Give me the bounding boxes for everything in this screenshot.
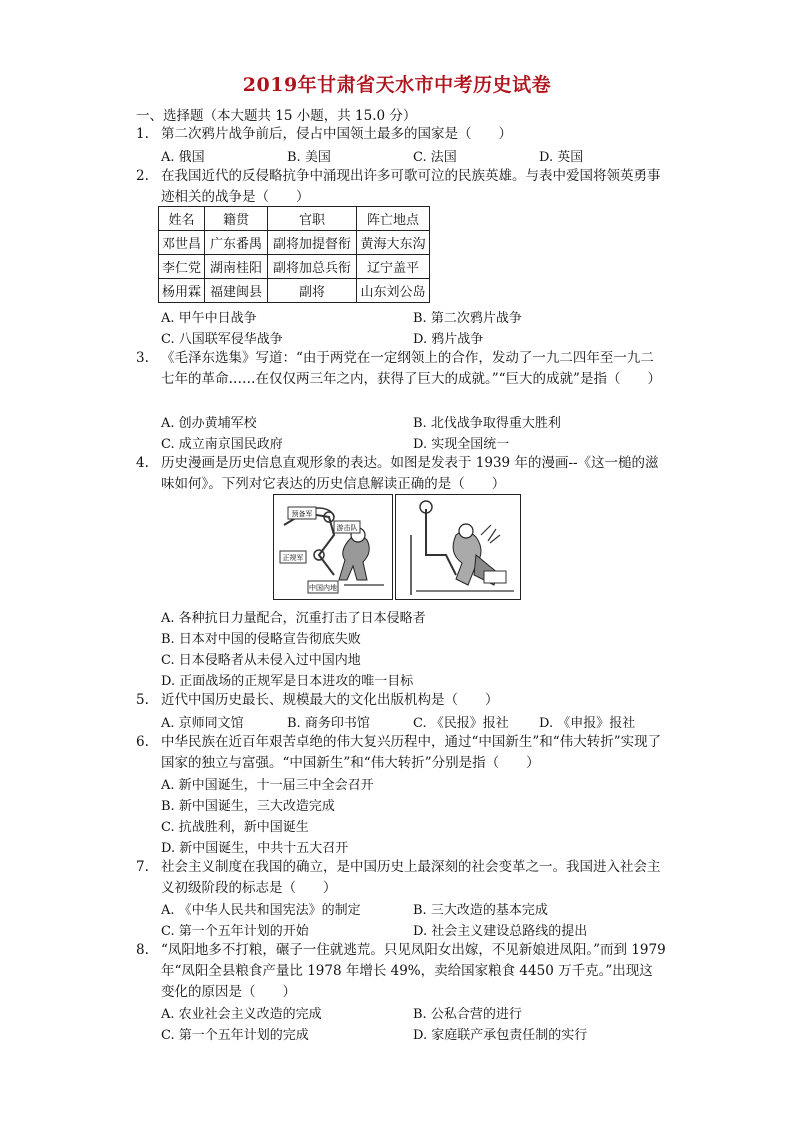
cartoon-label: 预备军: [291, 510, 313, 518]
option-b[interactable]: B. 公私合营的进行: [413, 1007, 522, 1022]
exam-title: 2019年甘肃省天水市中考历史试卷: [242, 74, 552, 96]
question-number: 4.: [136, 455, 149, 471]
cartoon-label: 中国内地: [309, 584, 337, 592]
table-cell: 邓世昌: [159, 231, 205, 255]
cartoon-label: 游击队: [336, 524, 358, 532]
table-cell: 李仁党: [159, 255, 205, 279]
table-header: 姓名: [159, 207, 205, 231]
option-b[interactable]: B. 第二次鸦片战争: [413, 311, 522, 326]
option-d[interactable]: D. 鸦片战争: [413, 332, 484, 347]
option-b[interactable]: B. 北伐战争取得重大胜利: [413, 416, 561, 431]
table-header: 籍贯: [205, 207, 268, 231]
table-cell: 辽宁盖平: [357, 255, 430, 279]
cartoon-panel-left: [273, 494, 393, 600]
question-stem: 社会主义制度在我国的确立，是中国历史上最深刻的社会变革之一。我国进入社会主义初级阶段的标志是（ ）: [161, 859, 661, 896]
option-a[interactable]: A. 甲午中日战争: [161, 311, 257, 326]
question-3: [136, 348, 666, 390]
question-stem: 近代中国历史最长、规模最大的文化出版机构是（ ）: [161, 692, 499, 708]
section-heading: 一、选择题（本大题共 15 小题，共 15.0 分）: [136, 108, 417, 124]
option-c[interactable]: C. 抗战胜利，新中国诞生: [161, 820, 309, 835]
option-c[interactable]: C. 八国联军侵华战争: [161, 332, 283, 347]
option-c[interactable]: C. 法国: [413, 150, 457, 165]
cartoon-panel-right: [395, 494, 521, 600]
option-d[interactable]: D. 新中国诞生，中共十五大召开: [161, 841, 349, 856]
option-d[interactable]: D. 实现全国统一: [413, 437, 510, 452]
option-c[interactable]: C. 第一个五年计划的开始: [161, 924, 309, 939]
table-header: 阵亡地点: [357, 207, 430, 231]
option-d[interactable]: D. 社会主义建设总路线的提出: [413, 924, 588, 939]
question-number: 6.: [136, 734, 149, 750]
table-header-row: [159, 207, 430, 231]
option-b[interactable]: B. 新中国诞生，三大改造完成: [161, 799, 335, 814]
option-d[interactable]: D. 正面战场的正规军是日本进攻的唯一目标: [161, 674, 414, 689]
option-b[interactable]: B. 日本对中国的侵略宣告彻底失败: [161, 632, 361, 647]
option-a[interactable]: A. 各种抗日力量配合，沉重打击了日本侵略者: [161, 611, 426, 626]
table-cell: 湖南桂阳: [205, 255, 268, 279]
table-row: [159, 279, 430, 303]
cartoon-illustration-right: [396, 495, 520, 599]
table-cell: 山东刘公岛: [357, 279, 430, 303]
table-cell: 副将加提督衔: [268, 231, 357, 255]
option-d[interactable]: D. 《申报》报社: [539, 716, 636, 731]
option-d[interactable]: D. 英国: [539, 150, 584, 165]
option-a[interactable]: A. 《中华人民共和国宪法》的制定: [161, 903, 361, 918]
question-number: 3.: [136, 350, 149, 366]
table-row: [159, 255, 430, 279]
table-cell: 杨用霖: [159, 279, 205, 303]
option-b[interactable]: B. 商务印书馆: [287, 716, 370, 731]
option-c[interactable]: C. 《民报》报社: [413, 716, 509, 731]
question-number: 1.: [136, 126, 149, 142]
question-number: 2.: [136, 168, 149, 184]
general-info-table: [158, 206, 430, 303]
question-6: [136, 732, 666, 774]
cartoon-label: 正规军: [282, 554, 304, 562]
option-a[interactable]: A. 俄国: [161, 150, 205, 165]
question-5: [136, 690, 666, 711]
question-number: 7.: [136, 859, 149, 875]
table-cell: 副将: [268, 279, 357, 303]
table-cell: 广东番禺: [205, 231, 268, 255]
question-stem: “凤阳地多不打粮，碾子一住就逃荒。只见凤阳女出嫁，不见新娘进凤阳。”而到 1979 年“凤阳全县粮食产量比 1978 年增长 49%，卖给国家粮食 4450 万千克。”出现这变化的原因是（ ）: [161, 942, 666, 1000]
question-stem: 历史漫画是历史信息直观形象的表达。如图是发表于 1939 年的漫画--《这一槌的滋味如何》。下列对它表达的历史信息解读正确的是（ ）: [161, 455, 659, 492]
option-a[interactable]: A. 京师同文馆: [161, 716, 244, 731]
option-c[interactable]: C. 成立南京国民政府: [161, 437, 283, 452]
option-a[interactable]: A. 农业社会主义改造的完成: [161, 1007, 322, 1022]
table-row: [159, 231, 430, 255]
cartoon-illustration-left: [274, 495, 392, 599]
option-a[interactable]: A. 创办黄埔军校: [161, 416, 257, 431]
table-cell: 福建闽县: [205, 279, 268, 303]
table-header: 官职: [268, 207, 357, 231]
option-b[interactable]: B. 美国: [287, 150, 331, 165]
question-7: [136, 857, 666, 899]
question-stem: 《毛泽东选集》写道：“由于两党在一定纲领上的合作，发动了一九二四年至一九二七年的革命……在仅仅两三年之内，获得了巨大的成就。”“巨大的成就”是指（ ）: [161, 350, 661, 387]
question-2: [136, 166, 666, 208]
question-stem: 第二次鸦片战争前后，侵占中国领土最多的国家是（ ）: [161, 126, 512, 142]
question-stem: 中华民族在近百年艰苦卓绝的伟大复兴历程中，通过“中国新生”和“伟大转折”实现了国家的独立与富强。“中国新生”和“伟大转折”分别是指（ ）: [161, 734, 662, 771]
option-c[interactable]: C. 第一个五年计划的完成: [161, 1028, 309, 1043]
question-4: [136, 453, 666, 495]
option-c[interactable]: C. 日本侵略者从未侵入过中国内地: [161, 653, 361, 668]
table-cell: 黄海大东沟: [357, 231, 430, 255]
option-d[interactable]: D. 家庭联产承包责任制的实行: [413, 1028, 588, 1043]
question-stem: 在我国近代的反侵略抗争中涌现出许多可歌可泣的民族英雄。与表中爱国将领英勇事迹相关的战争是（ ）: [161, 168, 661, 205]
table-cell: 副将加总兵衔: [268, 255, 357, 279]
question-8: [136, 940, 666, 1002]
question-number: 5.: [136, 692, 149, 708]
option-b[interactable]: B. 三大改造的基本完成: [413, 903, 548, 918]
question-number: 8.: [136, 942, 149, 958]
option-a[interactable]: A. 新中国诞生，十一届三中全会召开: [161, 778, 374, 793]
question-1: [136, 124, 666, 145]
